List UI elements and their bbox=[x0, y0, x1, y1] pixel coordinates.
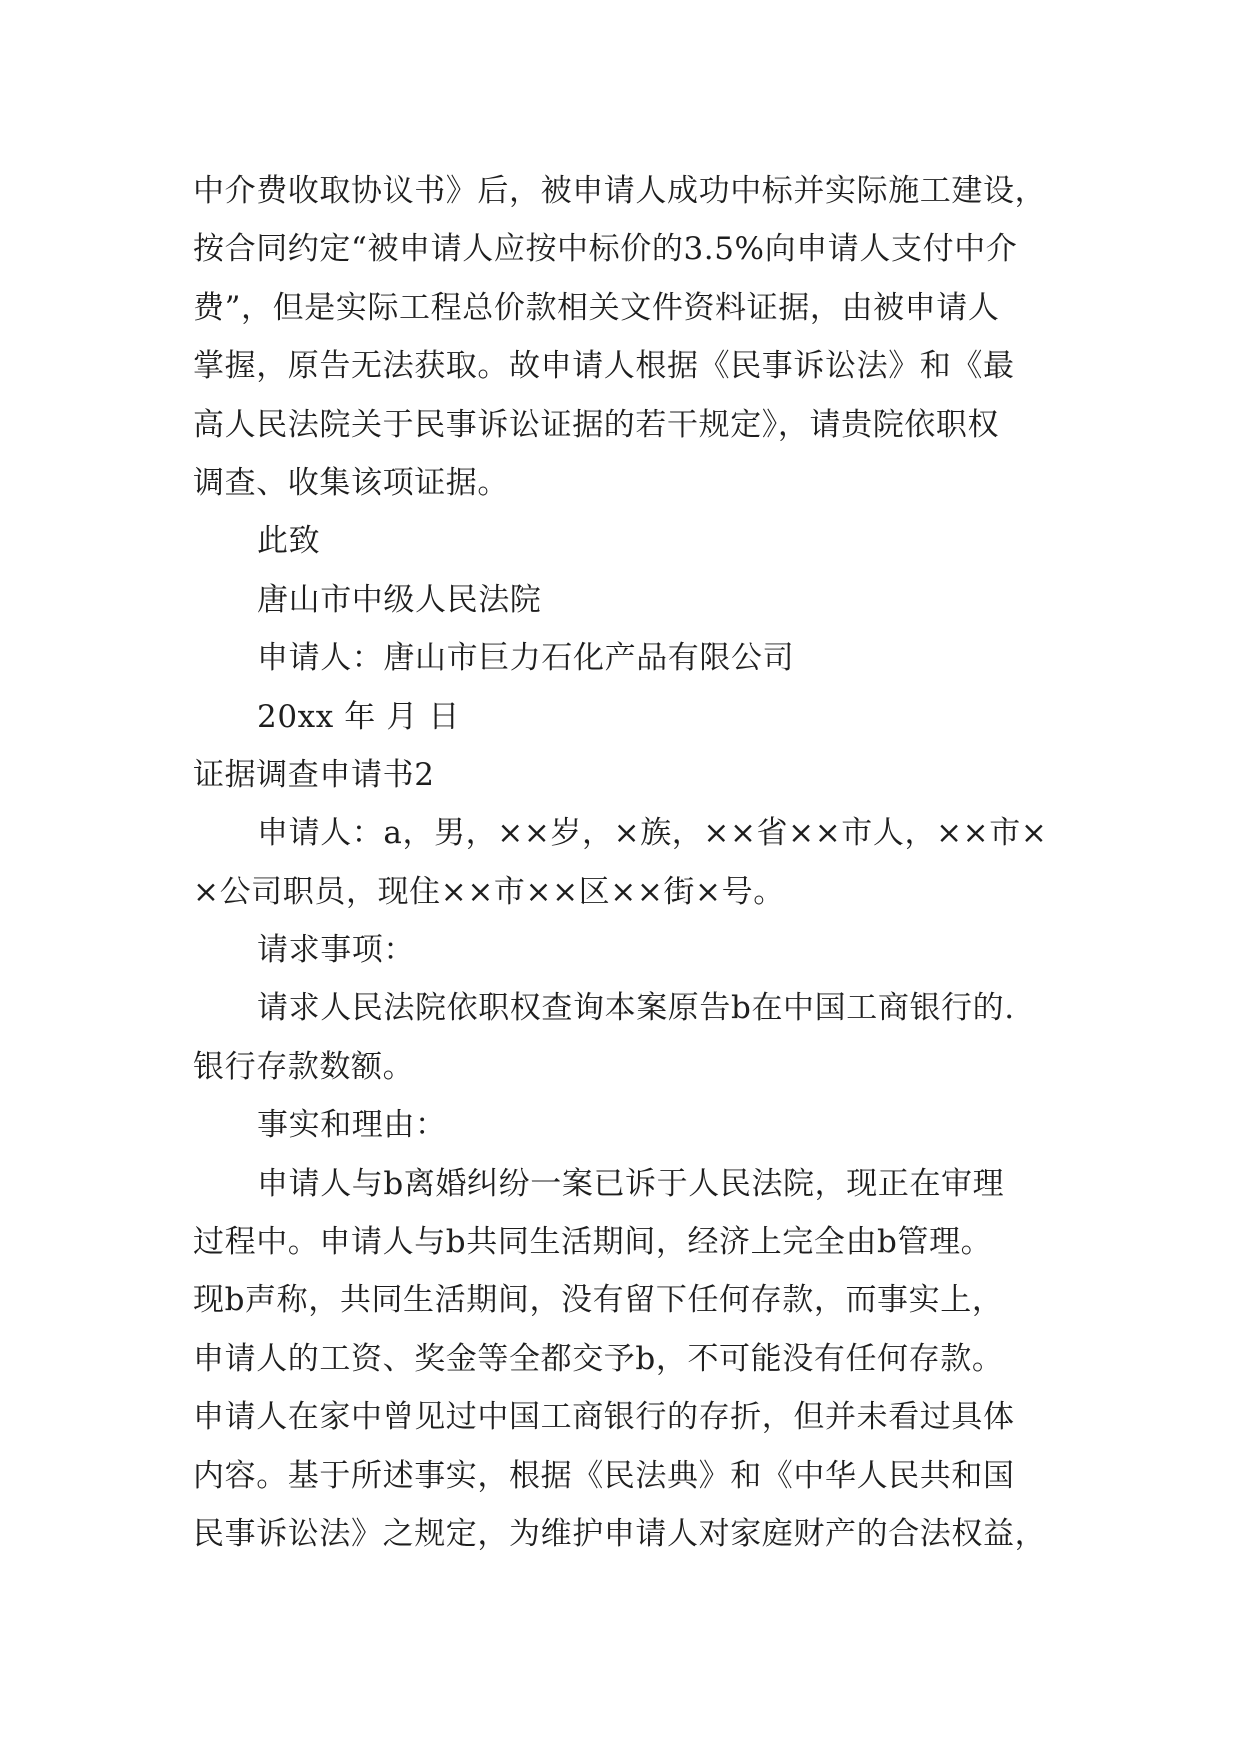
salutation: 此致 bbox=[257, 523, 321, 560]
document-body bbox=[193, 162, 1073, 1563]
text-line: 按合同约定“被申请人应按中标价的3.5%向申请人支付中介 bbox=[193, 231, 1018, 268]
text-line: 掌握，原告无法获取。故申请人根据《民事诉讼法》和《最 bbox=[193, 348, 1015, 385]
applicant-signature: 申请人：唐山市巨力石化产品有限公司 bbox=[257, 640, 795, 677]
text-line: 过程中。申请人与b共同生活期间，经济上完全由b管理。 bbox=[193, 1224, 993, 1261]
subheading: 事实和理由： bbox=[257, 1107, 447, 1144]
date-line: 20xx 年 月 日 bbox=[257, 698, 460, 735]
text-line: 中介费收取协议书》后，被申请人成功中标并实际施工建设， bbox=[193, 173, 1047, 209]
text-line: 申请人的工资、奖金等全都交予b，不可能没有任何存款。 bbox=[193, 1340, 1004, 1377]
text-line: 费”，但是实际工程总价款相关文件资料证据，由被申请人 bbox=[193, 289, 1000, 326]
text-line: 调查、收集该项证据。 bbox=[193, 464, 509, 501]
text-line: 申请人：a，男，××岁，×族，××省××市人，××市× bbox=[257, 815, 1048, 852]
text-line: 请求人民法院依职权查询本案原告b在中国工商银行的. bbox=[257, 990, 1015, 1027]
text-line: 申请人在家中曾见过中国工商银行的存折，但并未看过具体 bbox=[193, 1399, 1015, 1436]
subheading: 请求事项： bbox=[257, 932, 415, 969]
text-line: 民事诉讼法》之规定，为维护申请人对家庭财产的合法权益， bbox=[193, 1515, 1047, 1552]
text-line: 申请人与b离婚纠纷一案已诉于人民法院，现正在审理 bbox=[257, 1165, 1005, 1202]
recipient: 唐山市中级人民法院 bbox=[257, 581, 542, 618]
text-line: 高人民法院关于民事诉讼证据的若干规定》，请贵院依职权 bbox=[193, 406, 1000, 443]
section-title: 证据调查申请书2 bbox=[193, 756, 435, 793]
text-line: 内容。基于所述事实，根据《民法典》和《中华人民共和国 bbox=[193, 1457, 1015, 1494]
text-line: 银行存款数额。 bbox=[193, 1048, 415, 1085]
text-line: 现b声称，共同生活期间，没有留下任何存款，而事实上， bbox=[193, 1282, 1004, 1319]
text-line: ×公司职员，现住××市××区××街×号。 bbox=[193, 873, 785, 910]
